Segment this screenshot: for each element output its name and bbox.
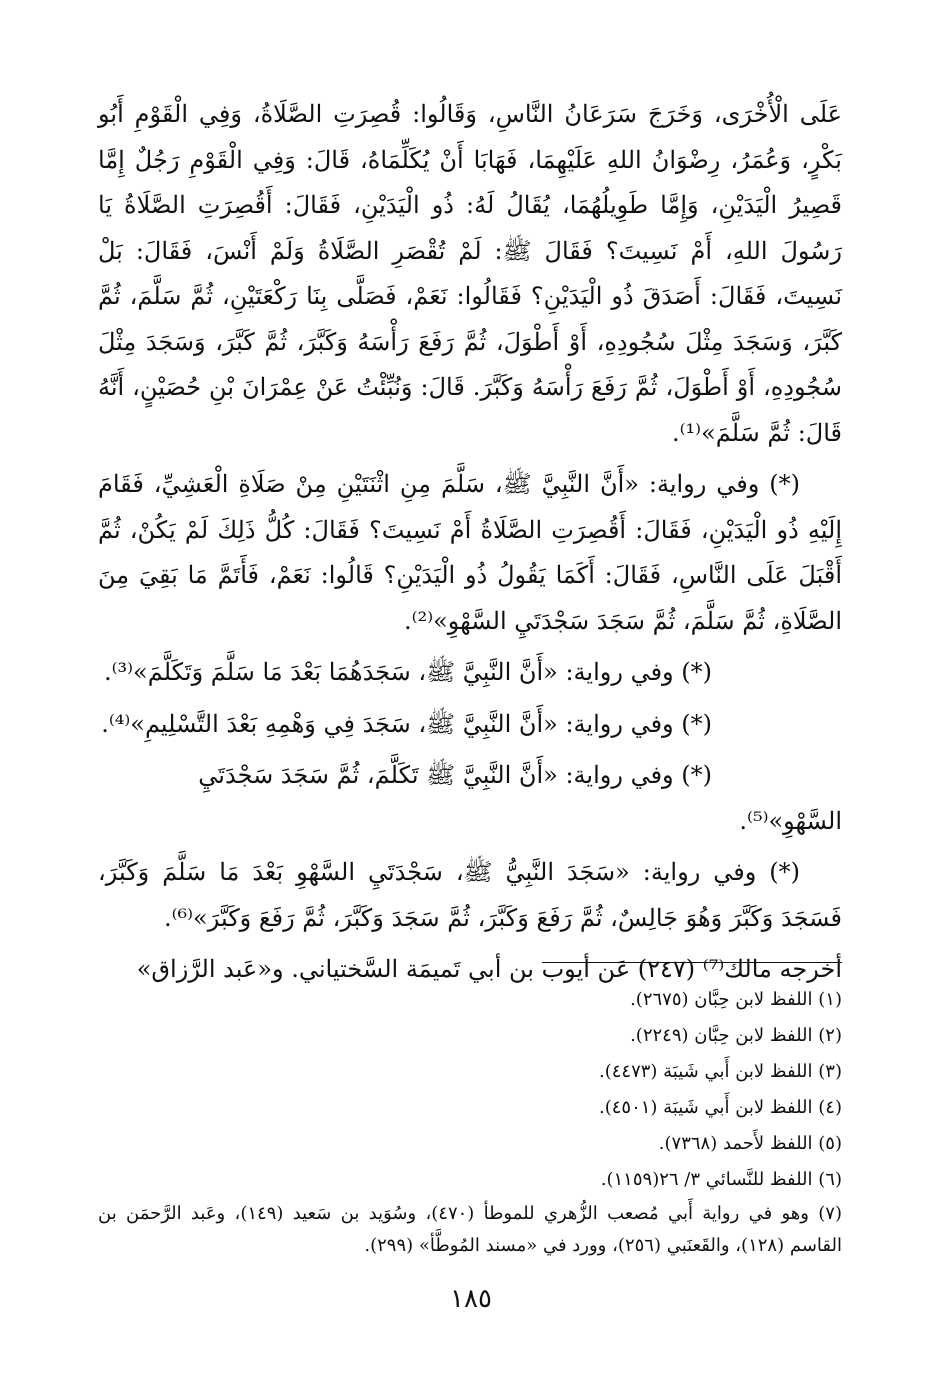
footnote: (٦) اللفظ للنَّسائي ٣/ ٢٦(١١٥٩).	[600, 1169, 842, 1190]
riwaya-paragraph: (*) وفي رواية: «أَنَّ النَّبِيَّ ﷺ، سَجَدَ فِي وَهْمِهِ بَعْدَ التَّسْلِيمِ»⁽⁴⁾.	[101, 709, 712, 738]
footnote: (٧) وهو في رواية أَبي مُصعب الزُّهري للموطأ (٤٧٠)، وسُوَيد بن سَعيد (١٤٩)، وعَبد الرَّحمَن بن القاسم (١٢٨)، والقَعنَبي (٢٥٦)، وورد في «مسند المُوطَّأ» (٢٩٩).	[98, 1203, 842, 1256]
main-text	[98, 92, 842, 999]
footnotes	[98, 982, 842, 1262]
footnote: (٥) اللفظ لأَحمد (٧٣٦٨).	[658, 1133, 842, 1154]
takhrij-paragraph: أخرجه مالك⁽⁷⁾ (٢٤٧) عَن أيوب بن أبي تَميمَة السَّختياني. و«عَبد الرَّزاق»	[136, 955, 842, 983]
footnote: (١) اللفظ لابن حِبَّان (٢٦٧٥).	[630, 989, 842, 1010]
hadith-paragraph: عَلَى الْأُخْرَى، وَخَرَجَ سَرَعَانُ النَّاسِ، وَقَالُوا: قُصِرَتِ الصَّلَاةُ، وَفِي الْقَوْمِ أَبُو بَكْرٍ، وَعُمَرُ، رِضْوَانُ اللهِ عَلَيْهِمَا، فَهَابَا أَنْ يُكَلِّمَاهُ، قَالَ: وَفِي الْقَوْمِ رَجُلٌ إِمَّا قَصِيرُ الْيَدَيْنِ، وَإِمَّا طَوِيلُهُمَا، يُقَالُ لَهُ: ذُو الْيَدَيْنِ، فَقَالَ: أَقُصِرَتِ الصَّلَاةُ يَا رَسُولَ اللهِ، أَمْ نَسِيتَ؟ فَقَالَ ﷺ: لَمْ تُقْصَرِ الصَّلَاةُ وَلَمْ أَنْسَ، فَقَالَ: بَلْ نَسِيتَ، فَقَالَ: أَصَدَقَ ذُو الْيَدَيْنِ؟ فَقَالُوا: نَعَمْ، فَصَلَّى بِنَا رَكْعَتَيْنِ، ثُمَّ سَلَّمَ، ثُمَّ كَبَّرَ، وَسَجَدَ مِثْلَ سُجُودِهِ، أَوْ أَطْوَلَ، ثُمَّ رَفَعَ رَأْسَهُ وَكَبَّرَ، ثُمَّ كَبَّرَ، وَسَجَدَ مِثْلَ سُجُودِهِ، أَوْ أَطْوَلَ، ثُمَّ رَفَعَ رَأْسَهُ وَكَبَّرَ. قَالَ: وَنُبِّئْتُ عَنْ عِمْرَانَ بْنِ حُصَيْنٍ، أَنَّهُ قَالَ: ثُمَّ سَلَّمَ»⁽¹⁾.	[98, 100, 842, 447]
footnote-divider	[542, 962, 842, 963]
page-number: ١٨٥	[450, 1284, 492, 1314]
riwaya-paragraph: (*) وفي رواية: «سَجَدَ النَّبِيُّ ﷺ، سَجْدَتَيِ السَّهْوِ بَعْدَ مَا سَلَّمَ وَكَبَّرَ، فَسَجَدَ وَكَبَّرَ وَهُوَ جَالِسٌ، ثُمَّ رَفَعَ وَكَبَّرَ، ثُمَّ سَجَدَ وَكَبَّرَ، ثُمَّ رَفَعَ وَكَبَّرَ»⁽⁶⁾.	[98, 858, 842, 932]
footnote: (٢) اللفظ لابن حِبَّان (٢٢٤٩).	[630, 1025, 842, 1046]
riwaya-paragraph: (*) وفي رواية: «أَنَّ النَّبِيَّ ﷺ، سَجَدَهُمَا بَعْدَ مَا سَلَّمَ وَتَكَلَّمَ»⁽³⁾.	[103, 658, 712, 686]
riwaya-paragraph: (*) وفي رواية: «أَنَّ النَّبِيَّ ﷺ تَكَلَّمَ، ثُمَّ سَجَدَ سَجْدَتَيِ السَّهْوِ»⁽⁵⁾.	[198, 761, 842, 835]
footnote: (٣) اللفظ لابن أَبي شَيبَة (٤٤٧٣).	[598, 1061, 842, 1082]
riwaya-paragraph: (*) وفي رواية: «أَنَّ النَّبِيَّ ﷺ، سَلَّمَ مِنِ اثْنَتَيْنِ مِنْ صَلَاةِ الْعَشِيِّ، فَقَامَ إِلَيْهِ ذُو الْيَدَيْنِ، فَقَالَ: أَقُصِرَتِ الصَّلَاةُ أَمْ نَسِيتَ؟ فَقَالَ: كُلُّ ذَلِكَ لَمْ يَكُنْ، ثُمَّ أَقْبَلَ عَلَى النَّاسِ، فَقَالَ: أَكَمَا يَقُولُ ذُو الْيَدَيْنِ؟ قَالُوا: نَعَمْ، فَأَتَمَّ مَا بَقِيَ مِنَ الصَّلَاةِ، ثُمَّ سَلَّمَ، ثُمَّ سَجَدَ سَجْدَتَيِ السَّهْوِ»⁽²⁾.	[98, 470, 842, 635]
footnote: (٤) اللفظ لابن أَبي شَيبَة (٤٥٠١).	[598, 1097, 842, 1118]
